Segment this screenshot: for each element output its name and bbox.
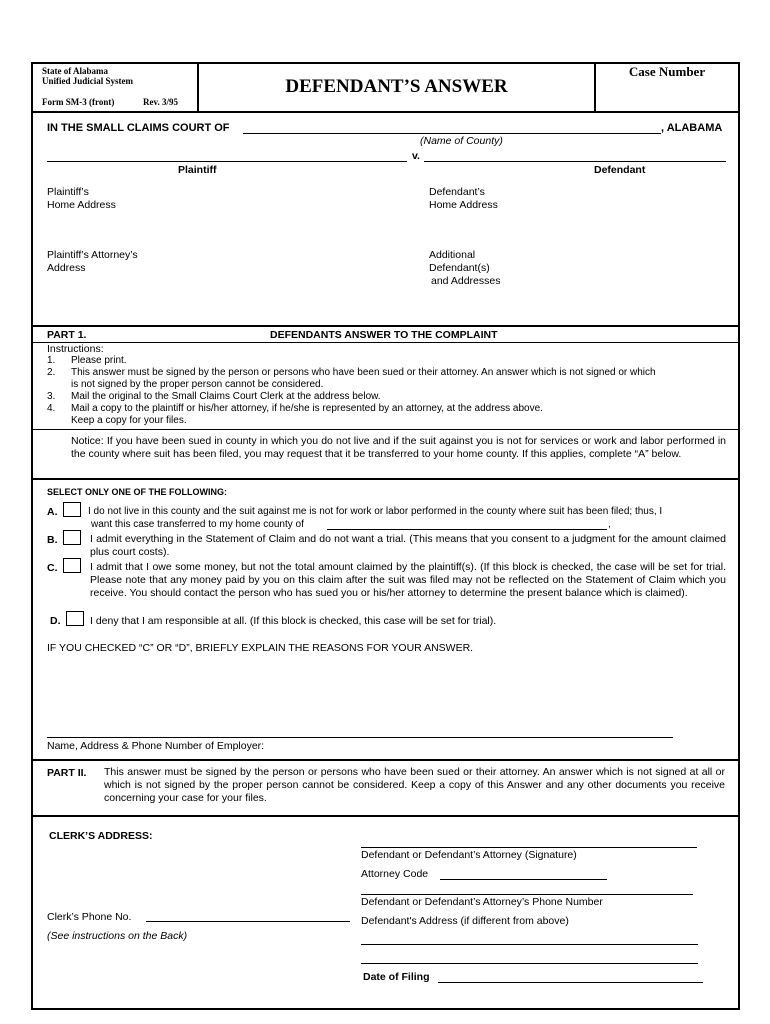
option-d-checkbox[interactable] <box>66 611 84 626</box>
defendant-name-field[interactable] <box>424 161 726 162</box>
see-instructions-note: (See instructions on the Back) <box>47 930 188 942</box>
date-of-filing-field[interactable] <box>438 982 703 983</box>
footer-top-rule <box>31 815 740 817</box>
court-suffix: , ALABAMA <box>661 122 723 134</box>
options-top-rule <box>31 478 740 480</box>
signature-label: Defendant or Defendant’s Attorney (Signature) <box>361 849 577 861</box>
option-b-text: I admit everything in the Statement of Claim and do not want a trial. (This means that you consent to a judgment for the amount claimed plus court costs). <box>90 533 726 558</box>
option-a-checkbox[interactable] <box>63 502 81 517</box>
plaintiff-attorney-label-1: Plaintiff’s Attorney’s <box>47 249 138 261</box>
option-a-text: I do not live in this county and the suit against me is not for work or labor performed in the county where suit has been filed; thus, I <box>88 506 663 517</box>
plaintiff-name-field[interactable] <box>47 161 407 162</box>
home-county-field[interactable] <box>327 529 607 530</box>
versus-label: v. <box>412 150 420 162</box>
option-b-checkbox[interactable] <box>63 530 81 545</box>
case-number-field[interactable] <box>600 82 734 106</box>
notice-text: Notice: If you have been sued in county in which you do not live and if the suit against you is not for services or work and labor performed in the county where suit has been filed, you may request that it be transferred to your home county. If this applies, complete “A” below. <box>71 435 726 460</box>
option-a-end: , <box>608 519 611 530</box>
clerk-phone-field[interactable] <box>146 921 350 922</box>
attorney-code-field[interactable] <box>440 879 607 880</box>
additional-defendants-label-2: Defendant(s) <box>429 262 490 274</box>
explain-heading: IF YOU CHECKED “C” OR “D”, BRIEFLY EXPLAIN THE REASONS FOR YOUR ANSWER. <box>47 642 474 654</box>
phone-number-label: Defendant or Defendant’s Attorney’s Phone Number <box>361 896 603 908</box>
county-caption: (Name of County) <box>420 135 503 147</box>
defendant-address-line-1[interactable] <box>361 944 698 945</box>
clerk-address-field[interactable] <box>49 845 349 905</box>
explanation-area[interactable] <box>47 658 726 732</box>
option-c-text: I admit that I owe some money, but not the total amount claimed by the plaintiff(s). (If this block is checked, the case will be set for trial. Please note that any money paid by you on this claim after the suit was filed may not be reflected on the Statement of Claim which you receive. You should contact the person who has sued you or his/her attorney to determine the present balance which is claimed). <box>90 561 726 599</box>
date-of-filing-label: Date of Filing <box>363 971 430 983</box>
notice-top-rule <box>31 429 740 430</box>
system-label: Unified Judicial System <box>42 76 134 86</box>
defendant-home-label-2: Home Address <box>429 199 498 211</box>
employer-label: Name, Address & Phone Number of Employer: <box>47 740 265 752</box>
option-c-checkbox[interactable] <box>63 558 81 573</box>
instruction-4-text: Mail a copy to the plaintiff or his/her attorney, if he/she is represented by an attorney, at the address above. <box>71 403 543 414</box>
part2-top-rule <box>31 759 740 761</box>
option-a-text-2: want this case transferred to my home county of <box>91 519 304 530</box>
instruction-1-num: 1. <box>47 355 56 366</box>
plaintiff-label: Plaintiff <box>178 164 217 176</box>
county-field[interactable] <box>243 133 661 134</box>
court-prefix: IN THE SMALL CLAIMS COURT OF <box>47 122 230 134</box>
part2-text: This answer must be signed by the person or persons who have been sued or their attorney. An answer which is not signed at all or which is not signed by the proper person cannot be considered. Keep a copy of this Answer and any other documents you receive concerning your case for your files. <box>104 766 725 804</box>
options-heading: SELECT ONLY ONE OF THE FOLLOWING: <box>47 487 228 497</box>
instruction-4-cont: Keep a copy for your files. <box>71 415 187 426</box>
clerk-address-label: CLERK’S ADDRESS: <box>49 830 153 842</box>
defendant-address-line-2[interactable] <box>361 963 698 964</box>
phone-number-line[interactable] <box>361 894 693 895</box>
option-c-letter: C. <box>47 562 58 574</box>
clerk-phone-label: Clerk’s Phone No. <box>47 911 132 923</box>
part1-heading-rule <box>31 342 740 343</box>
signature-line[interactable] <box>361 847 697 848</box>
option-d-text: I deny that I am responsible at all. (If this block is checked, this case will be set for trial). <box>90 615 497 627</box>
defendant-home-label-1: Defendant’s <box>429 186 485 198</box>
part1-top-rule <box>31 325 740 327</box>
instruction-2-num: 2. <box>47 367 56 378</box>
instruction-4-num: 4. <box>47 403 56 414</box>
header-bottom-rule <box>31 111 740 113</box>
instructions-label: Instructions: <box>47 343 104 355</box>
additional-defendants-label-1: Additional <box>429 249 476 261</box>
part1-heading: DEFENDANTS ANSWER TO THE COMPLAINT <box>270 329 498 341</box>
part1-label: PART 1. <box>47 329 87 341</box>
option-d-letter: D. <box>50 615 61 627</box>
form-title: DEFENDANT’S ANSWER <box>285 76 508 97</box>
state-label: State of Alabama <box>42 66 108 76</box>
instruction-1-text: Please print. <box>71 355 127 366</box>
part2-label: PART II. <box>47 767 87 779</box>
option-a-letter: A. <box>47 506 58 518</box>
case-number-label: Case Number <box>628 64 706 79</box>
form-number: Form SM-3 (front) <box>42 97 115 107</box>
instruction-2-text: This answer must be signed by the person or persons who have been sued or their attorney. An answer which is not signed or which <box>71 367 656 378</box>
revision-date: Rev. 3/95 <box>143 97 178 107</box>
defendant-address-label: Defendant's Address (if different from above) <box>361 915 569 927</box>
explanation-line[interactable] <box>47 737 673 738</box>
plaintiff-attorney-label-2: Address <box>47 262 86 274</box>
additional-defendants-label-3: and Addresses <box>431 275 501 287</box>
instruction-3-num: 3. <box>47 391 56 402</box>
plaintiff-home-label-1: Plaintiff’s <box>47 186 89 198</box>
instruction-3-text: Mail the original to the Small Claims Court Clerk at the address below. <box>71 391 381 402</box>
option-b-letter: B. <box>47 534 58 546</box>
instruction-2-cont: is not signed by the proper person cannot be considered. <box>71 379 324 390</box>
defendant-label: Defendant <box>594 164 646 176</box>
plaintiff-home-label-2: Home Address <box>47 199 116 211</box>
attorney-code-label: Attorney Code <box>361 868 429 880</box>
